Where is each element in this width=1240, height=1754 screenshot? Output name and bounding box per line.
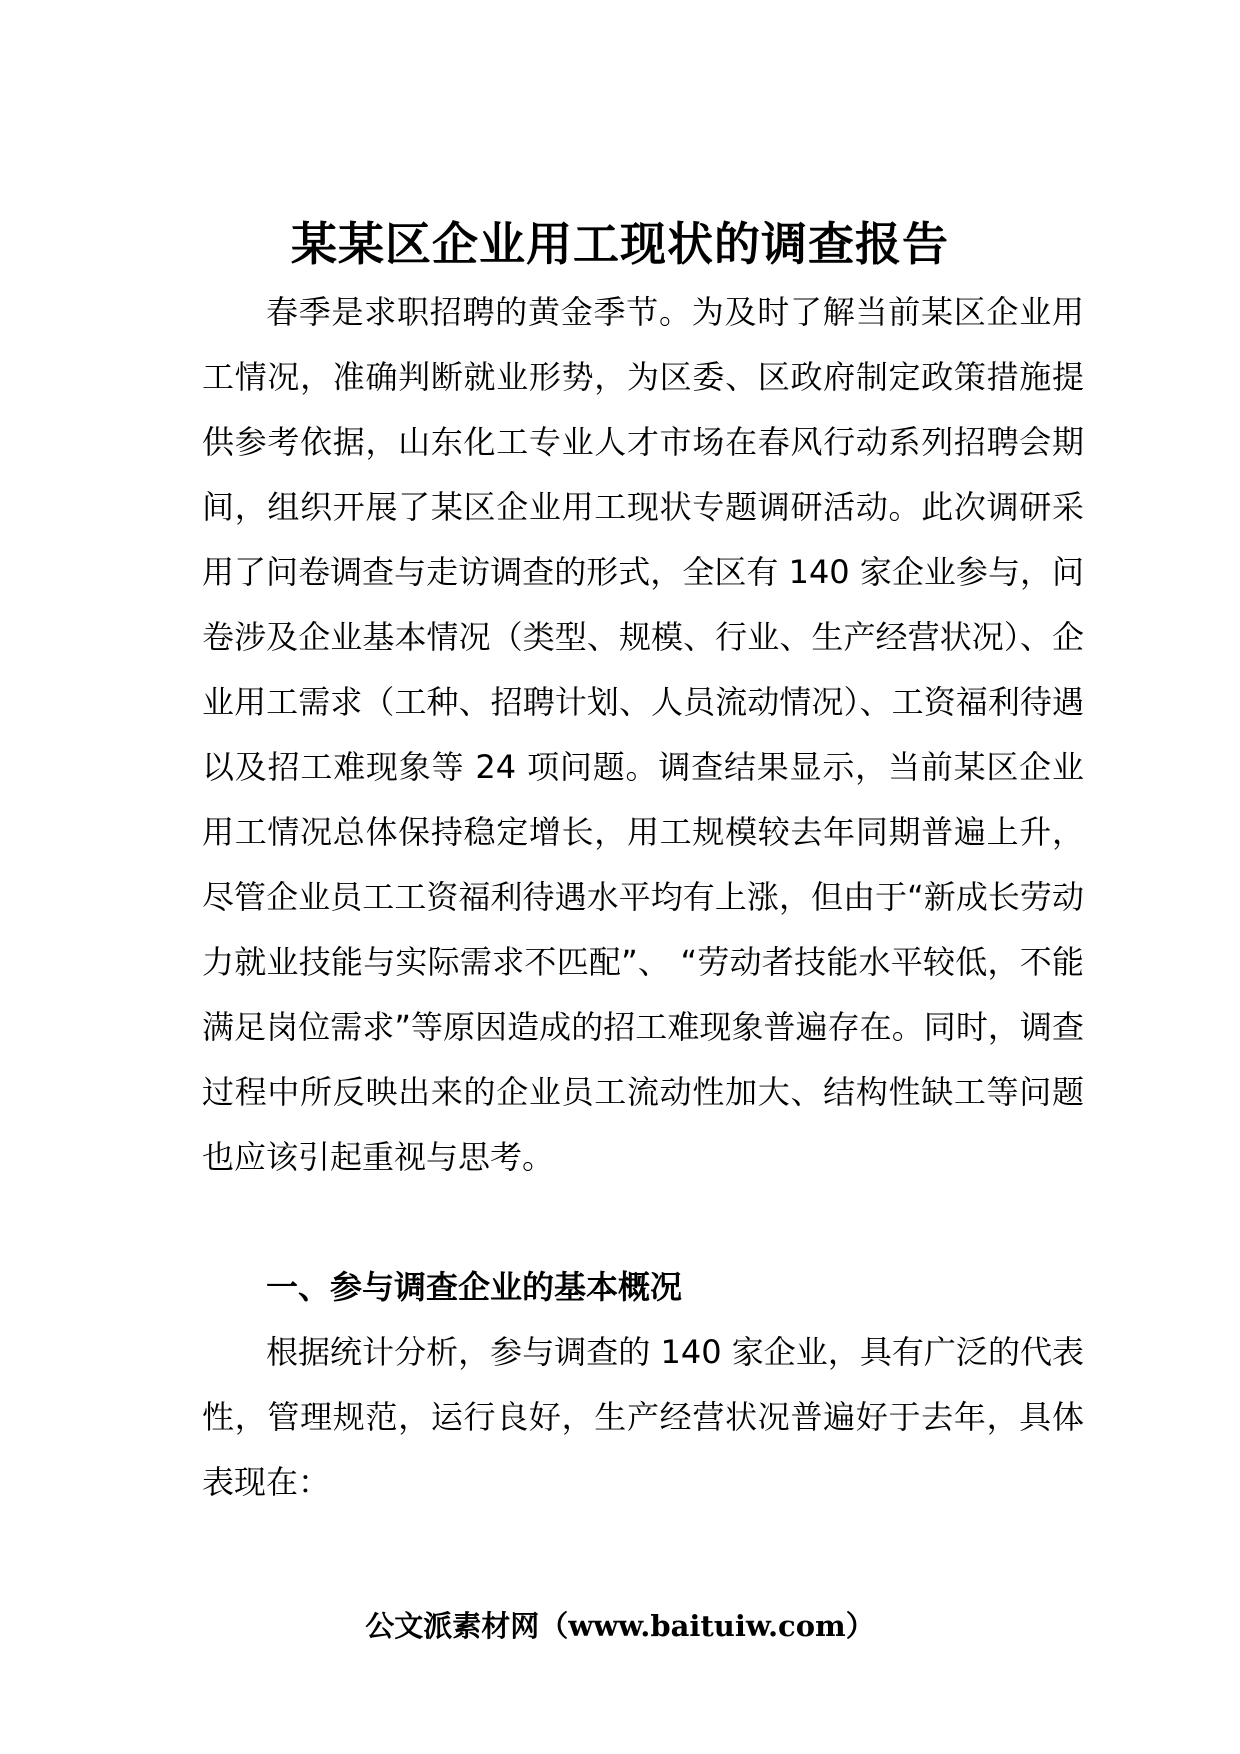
intro-paragraph: 春季是求职招聘的黄金季节。为及时了解当前某区企业用工情况，准确判断就业形势，为区委、区政府制定政策措施提供参考依据，山东化工专业人才市场在春风行动系列招聘会期间，组织开展了某区企业用工现状专题调研活动。此次调研采用了问卷调查与走访调查的形式，全区有 140 家企业参与，问卷涉及企业基本情况（类型、规模、行业、生产经营状况）、企业用工需求（工种、招聘计划、人员流动情况）、工资福利待遇以及招工难现象等 24 项问题。调查结果显示，当前某区企业用工情况总体保持稳定增长，用工规模较去年同期普遍上升，尽管企业员工工资福利待遇水平均有上涨，但由于“新成长劳动力就业技能与实际需求不匹配”、 “劳动者技能水平较低，不能满足岗位需求”等原因造成的招工难现象普遍存在。同时，调查过程中所反映出来的企业员工流动性加大、结构性缺工等问题也应该引起重视与思考。 (202, 293, 1084, 1176)
section-paragraph: 根据统计分析，参与调查的 140 家企业，具有广泛的代表性，管理规范，运行良好，生产经营状况普遍好于去年，具体表现在： (202, 1333, 1084, 1501)
document-title: 某某区企业用工现状的调查报告 (291, 217, 949, 271)
footer-source: 公文派素材网（www.baituiw.com） (365, 1609, 875, 1643)
section-heading: 一、参与调查企业的基本概况 (266, 1268, 683, 1306)
